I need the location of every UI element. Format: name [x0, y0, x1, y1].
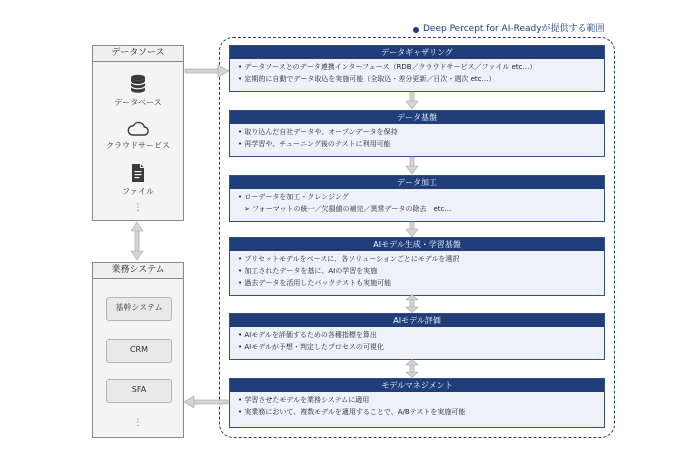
source-file-label: ファイル — [122, 187, 154, 196]
arrow-source-system-bidirectional — [131, 222, 143, 260]
step-title: AIモデル評価 — [230, 314, 604, 327]
system-sfa: SFA — [106, 379, 172, 403]
step-title: モデルマネジメント — [230, 379, 604, 392]
step-title: データ加工 — [230, 176, 604, 189]
step-title: データ基盤 — [230, 111, 604, 124]
scope-label: Deep Percept for AI-Readyが提供する範囲 — [423, 24, 605, 34]
step-bullet: • AIモデルが予想・判定したプロセスの可視化 — [238, 343, 384, 351]
step-bullet: • ローデータを加工・クレンジング — [238, 193, 349, 201]
step-ai-model-generation — [229, 237, 605, 296]
arrow-bidirectional-1 — [405, 294, 419, 313]
arrow-down-1 — [405, 91, 419, 110]
data-source-more: ⋮ — [133, 203, 143, 213]
system-crm: CRM — [106, 339, 172, 363]
business-system-more: ⋮ — [133, 418, 143, 428]
source-database-label: データベース — [114, 98, 162, 107]
step-data-platform — [229, 110, 605, 157]
step-bullet: • データソースとのデータ連携インターフェース（RDB／クラウドサービス／ファイル etc…） — [238, 63, 537, 71]
step-bullet: • 加工されたデータを基に、AIの学習を実施 — [238, 267, 378, 275]
arrow-management-to-system — [184, 396, 228, 408]
step-bullet: • 過去データを活用したバックテストも実施可能 — [238, 279, 392, 287]
arrow-bidirectional-2 — [405, 359, 419, 378]
step-ai-model-evaluation — [229, 313, 605, 360]
step-bullet: • AIモデルを評価するための各種指標を算出 — [238, 331, 377, 339]
step-bullet: • 定期的に自動でデータ取込を実施可能（全取込・差分更新／日次・週次 etc…） — [238, 75, 496, 83]
arrow-down-2 — [405, 156, 419, 175]
step-bullet: • 取り込んだ自社データや、オープンデータを保持 — [238, 128, 398, 136]
data-source-title: データソース — [93, 46, 183, 62]
step-data-processing — [229, 175, 605, 222]
step-title: データギャザリング — [230, 46, 604, 59]
step-sub-bullet: ➢ フォーマットの統一／欠損値の補完／異常データの除去 etc… — [244, 205, 452, 213]
arrow-source-to-gathering — [185, 65, 229, 77]
step-data-gathering — [229, 45, 605, 92]
step-bullet: • 再学習や、チューニング後のテストに利用可能 — [238, 140, 391, 148]
arrow-down-3 — [405, 221, 419, 238]
step-model-management — [229, 378, 605, 428]
step-bullet: • プリセットモデルをベースに、各ソリューションごとにモデルを選択 — [238, 255, 460, 263]
step-bullet: • 学習させたモデルを業務システムに適用 — [238, 396, 370, 404]
step-title: AIモデル生成・学習基盤 — [230, 238, 604, 251]
source-cloud-label: クラウドサービス — [106, 141, 170, 150]
system-core: 基幹システム — [106, 297, 172, 321]
step-bullet: • 実業務において、複数モデルを適用することで、A/Bテストを実施可能 — [238, 408, 466, 416]
business-system-title: 業務システム — [93, 263, 183, 279]
